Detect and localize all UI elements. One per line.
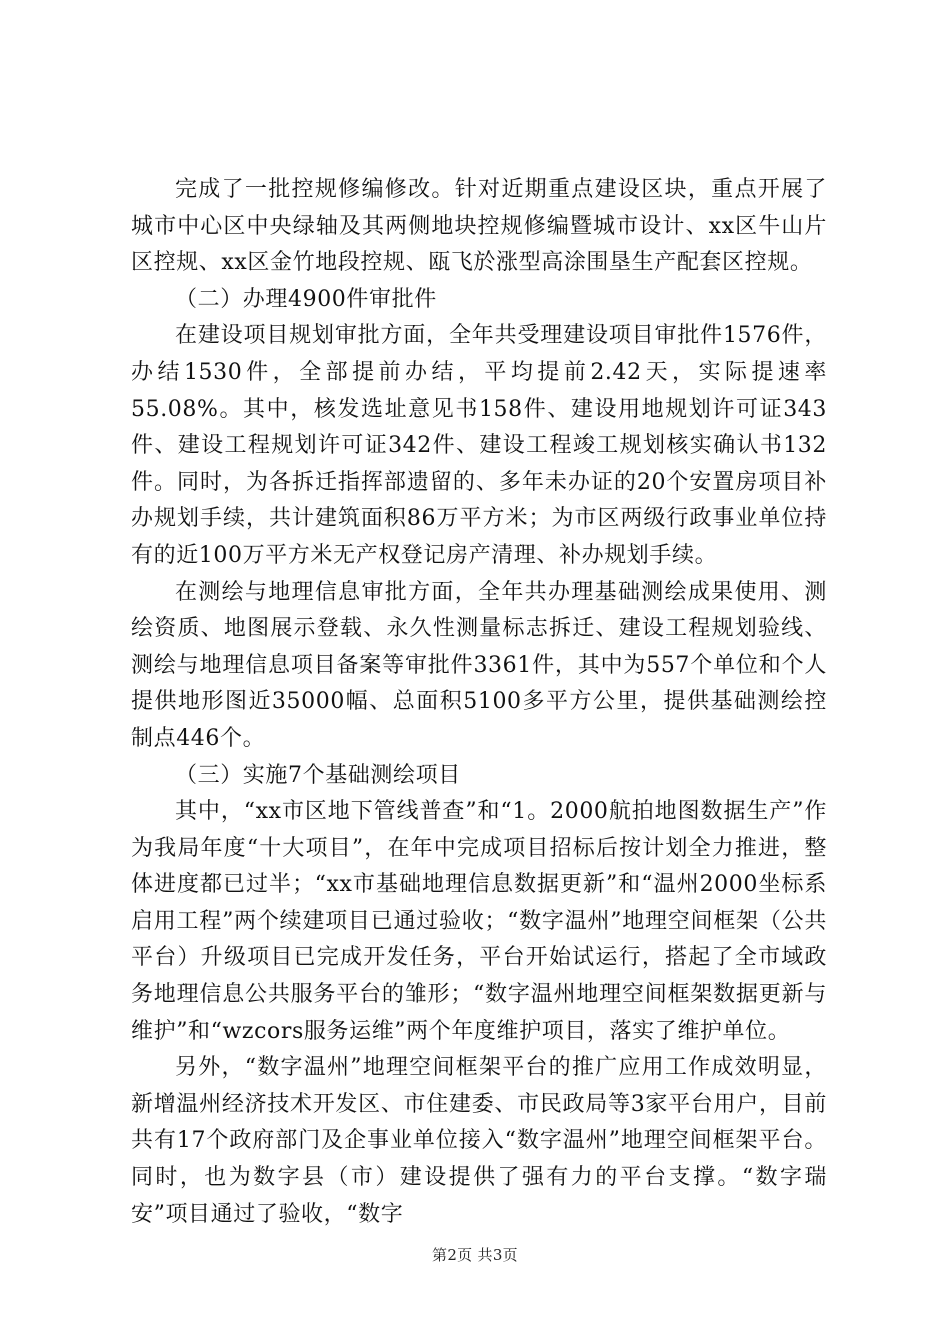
paragraph: 在建设项目规划审批方面，全年共受理建设项目审批件1576件，办结1530件，全部提前办结，平均提前2.42天，实际提速率55.08%。其中，核发选址意见书158件、建设用地规划许可证343件、建设工程规划许可证342件、建设工程竣工规划核实确认书132件。同时，为各拆迁指挥部遗留的、多年未办证的20个安置房项目补办规划手续，共计建筑面积86万平方米；为市区两级行政事业单位持有的近100万平方米无产权登记房产清理、补办规划手续。 bbox=[131, 323, 827, 568]
page-number-footer: 第2页 共3页 bbox=[432, 1246, 518, 1264]
paragraph: 其中，“xx市区地下管线普查”和“1。2000航拍地图数据生产”作为我局年度“十大项目”，在年中完成项目招标后按计划全力推进，整体进度都已过半；“xx市基础地理信息数据更新”和“温州2000坐标系启用工程”两个续建项目已通过验收；“数字温州”地理空间框架（公共平台）升级项目已完成开发任务，平台开始试运行，搭起了全市域政务地理信息公共服务平台的雏形；“数字温州地理空间框架数据更新与维护”和“wzcors服务运维”两个年度维护项目，落实了维护单位。 bbox=[131, 799, 827, 1044]
section-heading: （三）实施7个基础测绘项目 bbox=[175, 762, 461, 788]
document-body bbox=[131, 172, 827, 1233]
section-heading: （二）办理4900件审批件 bbox=[175, 286, 437, 312]
paragraph: 另外，“数字温州”地理空间框架平台的推广应用工作成效明显，新增温州经济技术开发区、市住建委、市民政局等3家平台用户，目前共有17个政府部门及企事业单位接入“数字温州”地理空间框架平台。同时，也为数字县（市）建设提供了强有力的平台支撑。“数字瑞安”项目通过了验收，“数字 bbox=[131, 1055, 827, 1227]
paragraph: 在测绘与地理信息审批方面，全年共办理基础测绘成果使用、测绘资质、地图展示登载、永久性测量标志拆迁、建设工程规划验线、测绘与地理信息项目备案等审批件3361件，其中为557个单位和个人提供地形图近35000幅、总面积5100多平方公里，提供基础测绘控制点446个。 bbox=[131, 579, 827, 751]
paragraph: 完成了一批控规修编修改。针对近期重点建设区块，重点开展了城市中心区中央绿轴及其两侧地块控规修编暨城市设计、xx区牛山片区控规、xx区金竹地段控规、瓯飞於涨型高涂围垦生产配套区控规。 bbox=[131, 177, 827, 276]
